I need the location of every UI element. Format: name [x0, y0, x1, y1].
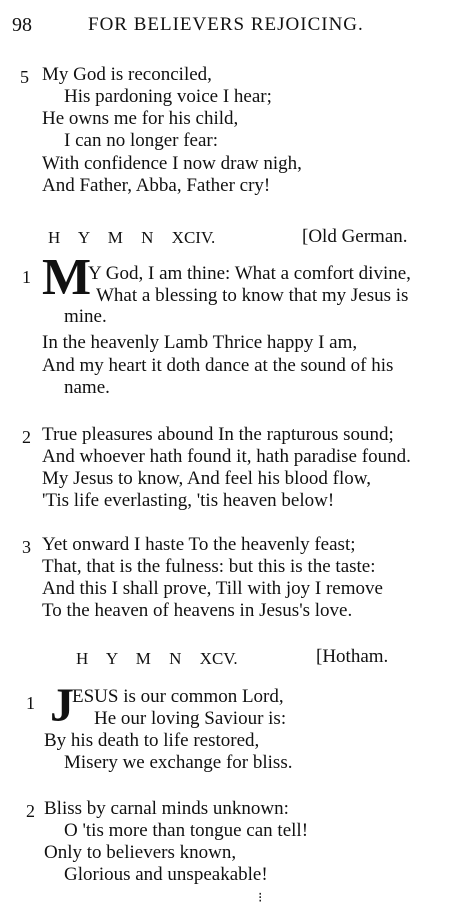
hymn-line: And this I shall prove, Till with joy I remove — [42, 578, 383, 599]
hymn-line: What a blessing to know that my Jesus is — [96, 285, 409, 306]
hymn-line: Only to believers known, — [44, 842, 237, 863]
stanza-number: 2 — [26, 801, 35, 821]
hymn-line: His pardoning voice I hear; — [64, 86, 272, 107]
hymn-line: Misery we exchange for bliss. — [64, 752, 293, 773]
hymn-line: With confidence I now draw nigh, — [42, 153, 302, 174]
tune-name: [Hotham. — [316, 646, 389, 667]
hymn-line: And whoever hath found it, hath paradise found. — [42, 446, 411, 467]
hymn-line: My God is reconciled, — [42, 64, 212, 85]
running-title: FOR BELIEVERS REJOICING. — [88, 14, 364, 35]
hymn-line: He owns me for his child, — [42, 108, 239, 129]
tune-name: [Old German. — [302, 226, 408, 247]
hymn-line: He our loving Saviour is: — [94, 708, 287, 729]
hymn-line: In the heavenly Lamb Thrice happy I am, — [42, 332, 358, 353]
catchword-mark: ⁝ — [258, 891, 263, 906]
hymn-line: Y God, I am thine: What a comfort divine, — [88, 263, 411, 284]
hymn-line: O 'tis more than tongue can tell! — [64, 820, 309, 841]
hymn-line: I can no longer fear: — [64, 130, 219, 151]
hymn-line: 'Tis life everlasting, 'tis heaven below! — [42, 490, 335, 511]
hymn-heading: H Y M N XCV. — [76, 649, 238, 668]
hymn-line: Bliss by carnal minds unknown: — [44, 798, 289, 819]
hymn-line: And my heart it doth dance at the sound of his — [42, 355, 394, 376]
page-number: 98 — [12, 14, 32, 36]
stanza-number: 3 — [22, 537, 31, 557]
hymn-line: True pleasures abound In the rapturous sound; — [42, 424, 394, 445]
stanza-number: 2 — [22, 427, 31, 447]
hymn-line: ESUS is our common Lord, — [72, 686, 284, 707]
hymn-line: Glorious and unspeakable! — [64, 864, 268, 885]
hymn-line: That, that is the fulness: but this is the taste: — [42, 556, 376, 577]
stanza-number: 5 — [20, 67, 29, 87]
hymn-line: Yet onward I haste To the heavenly feast; — [42, 534, 356, 555]
drop-cap: J — [50, 679, 74, 732]
hymn-line: name. — [64, 377, 110, 398]
hymn-line: By his death to life restored, — [44, 730, 260, 751]
hymn-line: My Jesus to know, And feel his blood flow, — [42, 468, 371, 489]
stanza-number: 1 — [22, 267, 31, 287]
stanza-number: 1 — [26, 693, 35, 713]
hymn-line: To the heaven of heavens in Jesus's love. — [42, 600, 353, 621]
hymn-line: mine. — [64, 306, 107, 327]
drop-cap: M — [42, 249, 92, 306]
hymn-line: And Father, Abba, Father cry! — [42, 175, 271, 196]
hymn-heading: H Y M N XCIV. — [48, 228, 216, 247]
